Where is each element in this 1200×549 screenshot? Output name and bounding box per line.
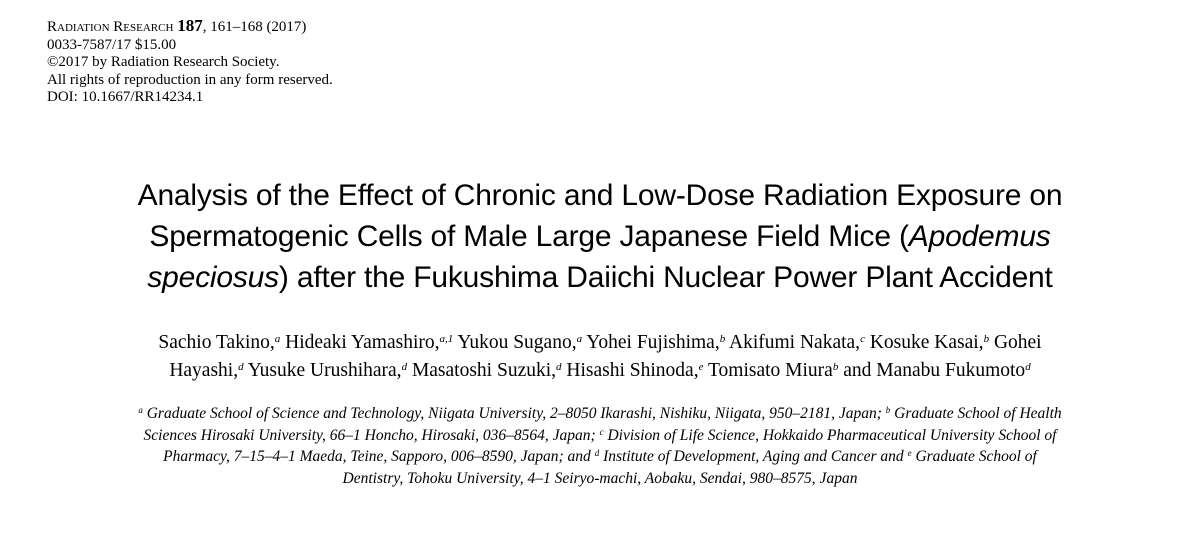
journal-header (47, 17, 333, 107)
affiliations (0, 403, 1200, 489)
affiliation-e-end: Dentistry, Tohoku University, 4–1 Seiryo-machi, Aobaku, Sendai, 980–8575, Japan (342, 469, 858, 487)
affiliation-line-4 (0, 468, 1200, 490)
author-name: Masatoshi Suzuki, (411, 360, 557, 381)
issn-price: 0033-7587/17 $15.00 (47, 36, 177, 53)
affiliation-b-end: Sciences Hirosaki University, 66–1 Honcho, Hirosaki, 036–8564, Japan; (143, 426, 596, 444)
affiliation-mark: a,1 (439, 333, 454, 345)
affiliation-mark: a (274, 333, 281, 345)
author-list (0, 329, 1200, 385)
author-line-2 (0, 357, 1200, 385)
affiliation-mark: d (1025, 361, 1031, 373)
title-line-2 (0, 216, 1200, 257)
affiliation-mark: b (885, 405, 891, 415)
author-name: Sachio Takino, (158, 332, 275, 353)
species-name: speciosus (147, 261, 279, 294)
paper-title (0, 175, 1200, 298)
affiliation-mark: e (698, 361, 704, 373)
affiliation-mark: d (556, 361, 562, 373)
title-line-3 (0, 257, 1200, 298)
affiliation-mark: e (907, 448, 912, 458)
author-name: and Manabu Fukumoto (843, 360, 1026, 381)
citation-line (47, 17, 333, 37)
author-name: Yusuke Urushihara, (247, 360, 402, 381)
author-name: Hayashi, (169, 360, 239, 381)
author-name: Gohei (993, 332, 1042, 353)
author-name: Hisashi Shinoda, (566, 360, 699, 381)
affiliation-mark: d (594, 448, 600, 458)
affiliation-mark: d (238, 361, 244, 373)
affiliation-d: Institute of Development, Aging and Cancer and (603, 448, 904, 465)
author-name: Hideaki Yamashiro, (285, 332, 440, 353)
journal-volume: 187 (177, 16, 203, 35)
affiliation-mark: b (983, 333, 990, 345)
title-line-2-text: Spermatogenic Cells of Male Large Japanese Field Mice ( (149, 220, 909, 253)
affiliation-mark: c (860, 333, 865, 345)
title-line-3-text: ) after the Fukushima Daiichi Nuclear Power Plant Accident (278, 261, 1053, 294)
affiliation-mark: a (138, 405, 143, 415)
affiliation-c-end: Pharmacy, 7–15–4–1 Maeda, Teine, Sapporo, 006–8590, Japan; and (163, 448, 591, 465)
author-name: Yohei Fujishima, (586, 332, 720, 353)
journal-name: Radiation Research (47, 19, 174, 35)
affiliation-a: Graduate School of Science and Technology, Niigata University, 2–8050 Ikarashi, Nishiku, Niigata, 950–2181, Japan; (146, 405, 882, 422)
affiliation-mark: b (719, 333, 726, 345)
affiliation-e-start: Graduate School of (915, 448, 1037, 465)
copyright-line: ©2017 by Radiation Research Society. (47, 54, 280, 70)
pages-year: , 161–168 (2017) (202, 19, 307, 35)
author-name: Tomisato Miura (708, 360, 833, 381)
affiliation-b-start: Graduate School of Health (894, 405, 1062, 422)
affiliation-mark: a (576, 333, 583, 345)
rights-line: All rights of reproduction in any form reserved. (47, 71, 333, 88)
title-line-1: Analysis of the Effect of Chronic and Low-Dose Radiation Exposure on (137, 179, 1063, 212)
author-line-1 (0, 329, 1200, 357)
affiliation-line-2 (0, 425, 1200, 447)
affiliation-mark: b (832, 361, 839, 373)
affiliation-line-3 (0, 446, 1200, 468)
affiliation-mark: c (599, 426, 604, 437)
affiliation-c-start: Division of Life Science, Hokkaido Pharmaceutical University School of (607, 426, 1057, 444)
author-name: Yukou Sugano, (457, 332, 577, 353)
doi-line: DOI: 10.1667/RR14234.1 (47, 89, 204, 105)
author-name: Kosuke Kasai, (869, 332, 984, 353)
affiliation-mark: d (401, 361, 408, 373)
affiliation-line-1 (0, 403, 1200, 425)
genus-name: Apodemus (908, 220, 1051, 253)
author-name: Akifumi Nakata, (729, 332, 861, 353)
